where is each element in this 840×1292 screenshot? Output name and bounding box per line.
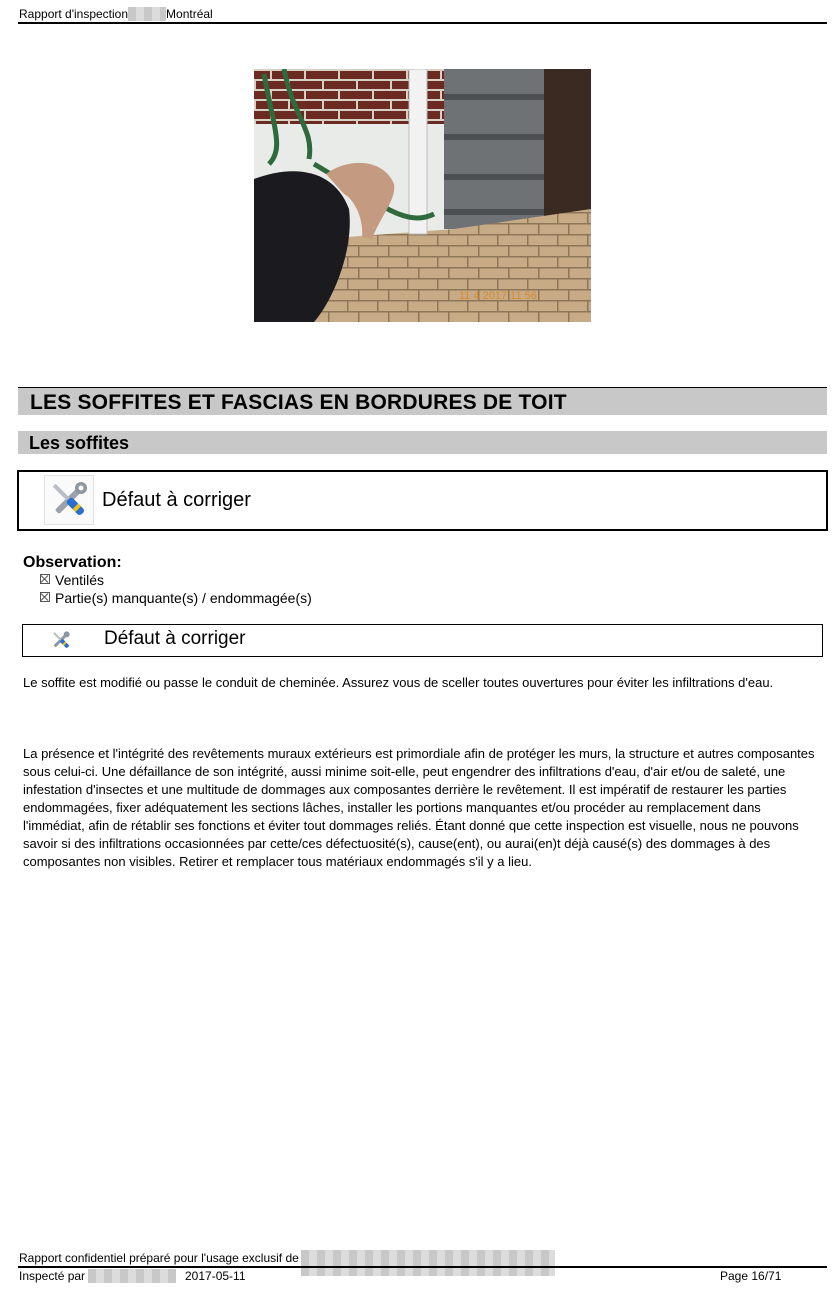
inspected-by-label: Inspecté par [19,1269,86,1283]
header-divider [18,22,827,24]
observation-item [40,590,312,607]
defect-detail-label: Défaut à corriger [104,628,246,649]
recommendation-text: Le soffite est modifié ou passe le conduit de cheminée. Assurez vous de sceller toutes ouvertures pour éviter les infiltrations d'eau. [23,675,774,690]
subsection-title: Les soffites [29,433,130,453]
inspection-date: 2017-05-11 [185,1269,246,1283]
redacted-inspector [88,1269,176,1283]
photo-illustration [254,69,591,322]
defect-label: Défaut à corriger [102,489,251,511]
page-header [19,6,213,22]
footer-inspector [19,1269,176,1284]
observation-title: Observation: [23,554,122,571]
subsection-title-bar [18,431,827,454]
report-label: Rapport d'inspection [19,7,129,21]
observation-item [40,572,104,589]
tools-icon [49,628,73,652]
section-title: LES SOFFITES ET FASCIAS EN BORDURES DE TOIT [30,391,567,414]
observation-item-label: Ventilés [55,572,105,588]
photo-timestamp: 11 4 2017 11 56 [459,290,537,302]
footer-divider [18,1266,827,1268]
observation-item-label: Partie(s) manquante(s) / endommagée(s) [55,590,312,606]
tools-icon [44,475,94,525]
header-city: Montréal [166,7,213,21]
checkbox-checked-icon [40,592,50,602]
checkbox-checked-icon [40,574,50,584]
redacted-client [301,1250,555,1276]
redacted-address [128,7,166,21]
confidential-label: Rapport confidentiel préparé pour l'usage exclusif de [19,1251,299,1265]
explanation-text: La présence et l'intégrité des revêtements muraux extérieurs est primordiale afin de protéger les murs, la structure et autres composantes sous celui-ci. Une défaillance de son intégrité, aussi minime soit-elle, peut engendrer des infiltrations d'eau, d'air et/ou de saleté, une infestation d'insectes et une multitude de dommages aux composantes derrière le revêtement. Il est impératif de restaurer les parties endommagées, fixer adéquatement les sections lâches, installer les portions manquantes et/ou procéder au remplacement dans l'immédiat, afin de rétablir ses fonctions et éviter tout dommages reliés. Étant donné que cette inspection est visuelle, nous ne pouvons savoir si des infiltrations occasionnées par cette/ces défectuosité(s), cause(ent), ou aurai(en)t déjà causé(s) des dommages à des composantes non visibles. Retirer et remplacer tous matériaux endommagés s'il y a lieu. [23,746,815,869]
inspection-photo [254,69,591,322]
page-number: Page 16/71 [720,1269,782,1283]
